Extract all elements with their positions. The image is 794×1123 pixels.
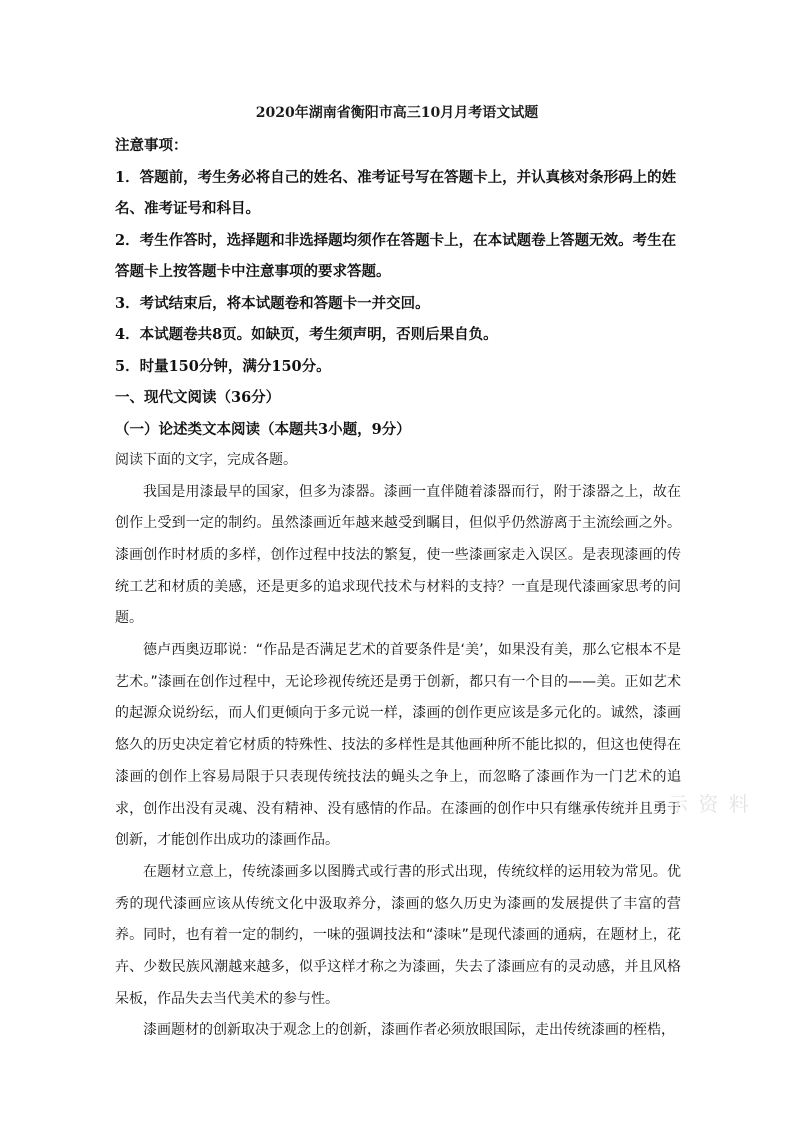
watermark: 示 资 料 xyxy=(668,792,751,816)
notice-item-5: 5．时量150分钟，满分150分。 xyxy=(115,357,331,375)
notice-item-3: 3．考试结束后，将本试题卷和答题卡一并交回。 xyxy=(115,294,430,312)
passage-paragraph-3: 在题材立意上，传统漆画多以图腾式或行書的形式出现，传统纹样的运用较为常见。优秀的现代漆画应该从传统文化中汲取养分，漆画的悠久历史为漆画的发展提供了丰富的营养。同时，也有着一定的制约，一味的强调技法和“漆味”是现代漆画的通病，在题材上，花卉、少数民族风潮越来越多，似乎这样才称之为漆画，失去了漆画应有的灵动感，并且风格呆板，作品失去当代美术的参与性。 xyxy=(115,863,681,1007)
notice-item-1: 1．答题前，考生务必将自己的姓名、准考证号写在答题卡上，并认真核对条形码上的姓名、准考证号和科目。 xyxy=(115,168,677,217)
document-body xyxy=(115,130,681,1047)
notice-item-4: 4．本试题卷共8页。如缺页，考生须声明，否则后果自负。 xyxy=(115,326,498,343)
notice-heading: 注意事项： xyxy=(115,137,188,154)
passage-paragraph-4: 漆画题材的创新取决于观念上的创新，漆画作者必须放眼国际，走出传统漆画的桎梏， xyxy=(143,1022,675,1039)
passage-paragraph-2: 德卢西奥迈耶说：“作品是否满足艺术的首要条件是‘美’，如果没有美，那么它根本不是艺术。”漆画在创作过程中，无论珍视传统还是勇于创新，都只有一个目的——美。正如艺术的起源众说纷纭，而人们更倾向于多元说一样，漆画的创作更应该是多元化的。诚然，漆画悠久的历史决定着它材质的特殊性、技法的多样性是其他画种所不能比拟的，但这也使得在漆画的创作上容易局限于只表现传统技法的蝇头之争上，而忽略了漆画作为一门艺术的追求，创作出没有灵魂、没有精神、没有感情的作品。在漆画的创作中只有继承传统并且勇于创新，才能创作出成功的漆画作品。 xyxy=(115,642,681,849)
section-heading: 一、现代文阅读（36分） xyxy=(115,389,281,406)
reading-instruction: 阅读下面的文字，完成各题。 xyxy=(115,452,297,468)
notice-item-2: 2．考生作答时，选择题和非选择题均须作在答题卡上，在本试题卷上答题无效。考生在答题卡上按答题卡中注意事项的要求答题。 xyxy=(115,231,677,280)
document-title: 2020年湖南省衡阳市高三10月月考语文试题 xyxy=(255,105,539,121)
passage-paragraph-1: 我国是用漆最早的国家，但多为漆器。漆画一直伴随着漆器而行，附于漆器之上，故在创作上受到一定的制约。虽然漆画近年越来越受到瞩目，但似乎仍然游离于主流绘画之外。漆画创作时材质的多样，创作过程中技法的繁复，使一些漆画家走入误区。是表现漆画的传统工艺和材质的美感，还是更多的追求现代技术与材料的支持？一直是现代漆画家思考的问题。 xyxy=(115,483,681,627)
subsection-heading: （一）论述类文本阅读（本题共3小题，9分） xyxy=(115,420,411,438)
